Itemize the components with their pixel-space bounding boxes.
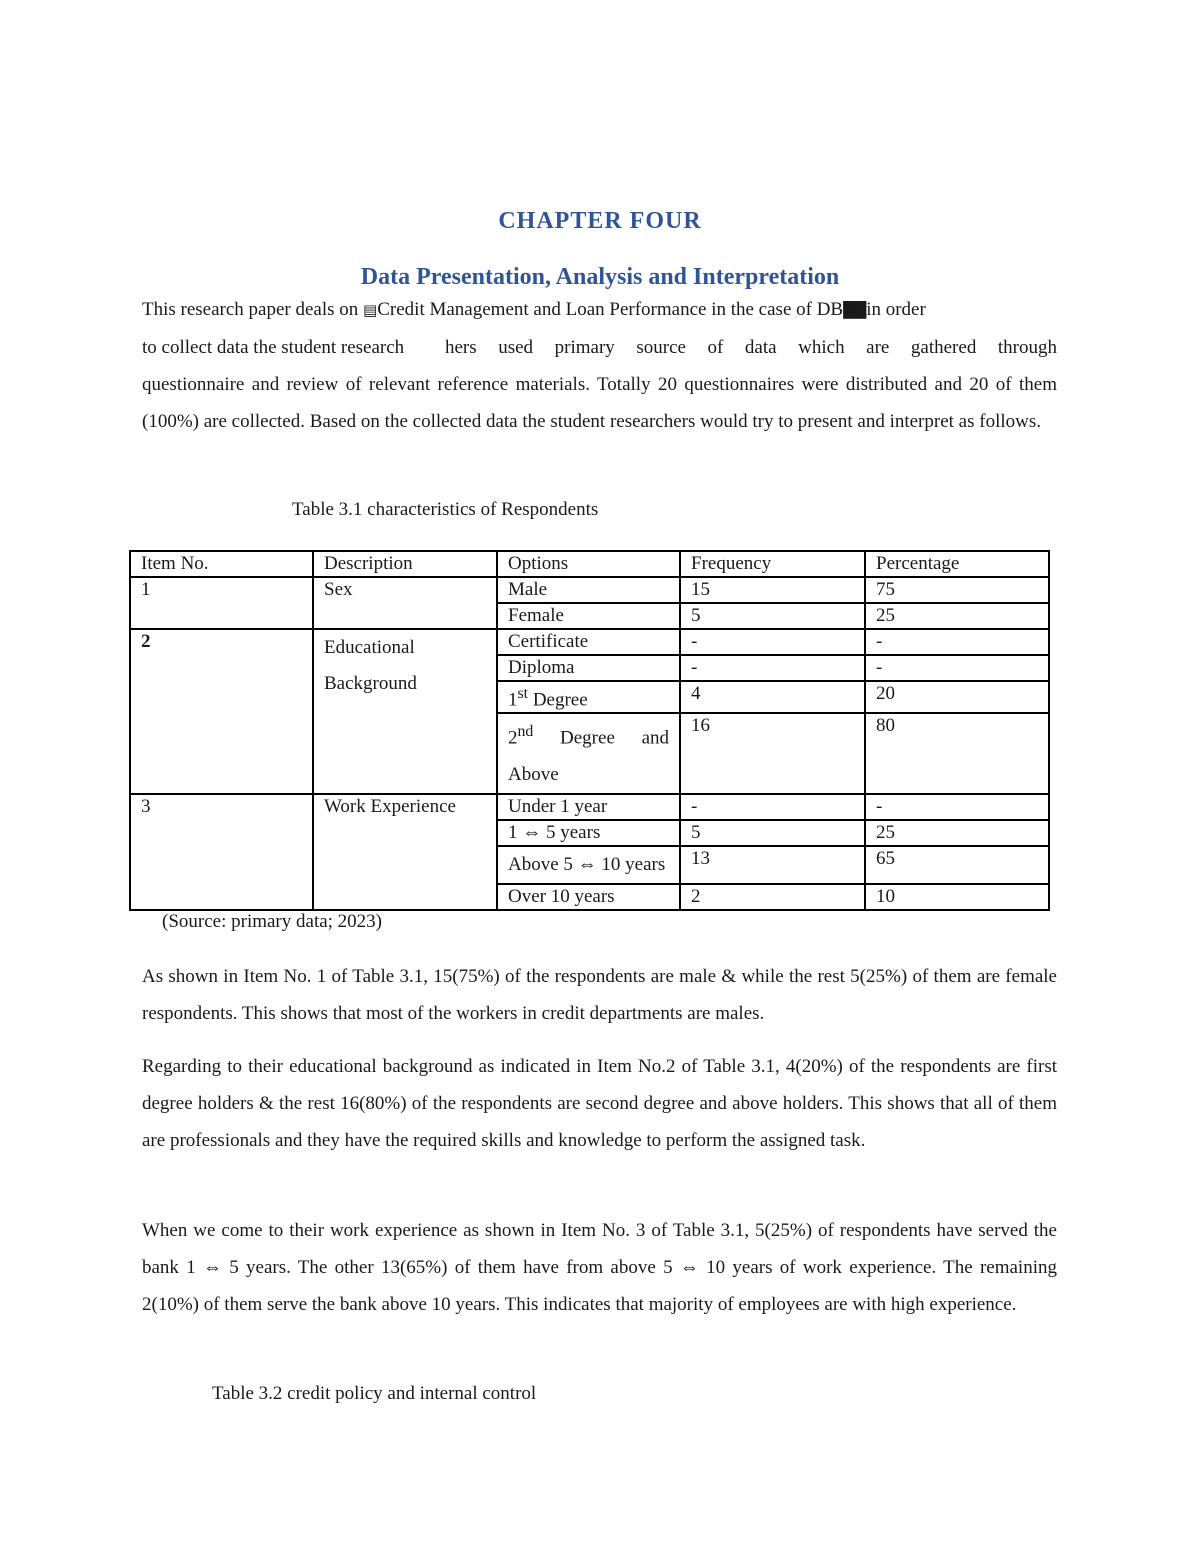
table-caption: Table 3.1 characteristics of Respondents [292,499,599,520]
frequency-cell: 15 [680,577,865,603]
table-caption-2: Table 3.2 credit policy and internal control [212,1383,537,1404]
option-cell [497,713,680,793]
option-cell: Above 5 ⇔ 10 years [497,846,680,884]
redacted-icon: ██ [843,301,867,319]
intro-line-2 [142,329,1057,366]
paragraph-education: Regarding to their educational background as indicated in Item No.2 of Table 3.1, 4(20%) of the respondents are first degree holders & the rest 16(80%) of the respondents are second degree and above holders. This shows that all of them are professionals and they have the required skills and knowledge to perform the assigned task. [142,1056,1057,1151]
table-row [130,577,1049,603]
option-cell: Certificate [497,629,680,655]
intro-text-2a: to collect data the student research [142,337,405,358]
percentage-cell: - [865,794,1049,820]
option-cell [497,681,680,713]
option-cell: Over 10 years [497,884,680,910]
item-cell: 2 [130,629,313,794]
frequency-cell: 5 [680,820,865,846]
intro-line-1 [142,291,1057,329]
percentage-cell: 10 [865,884,1049,910]
item-cell: 1 [130,577,313,629]
document-icon: ▤ [363,301,378,319]
paragraph-experience: When we come to their work experience as shown in Item No. 3 of Table 3.1, 5(25%) of respondents have served the bank 1 ⇔ 5 years. The other 13(65%) of them have from above 5 ⇔ 10 years of work experience. The remaining 2(10%) of them serve the bank above 10 years. This indicates that majority of employees are with high experience. [142,1220,1057,1315]
respondents-table [129,550,1050,911]
option-cell: Male [497,577,680,603]
percentage-cell: 20 [865,681,1049,713]
intro-text-1b: Credit Management and Loan Performance in the case of DB [377,299,844,320]
intro-text-2b: hers used primary source of data which are gathered through [445,337,1057,358]
header-cell: Options [497,551,680,577]
header-cell: Percentage [865,551,1049,577]
frequency-cell: 2 [680,884,865,910]
percentage-cell: - [865,655,1049,681]
option-cell: 1 ⇔ 5 years [497,820,680,846]
option-superscript: st [517,685,529,702]
frequency-cell: - [680,629,865,655]
option-superscript: nd [517,723,534,741]
frequency-cell: 5 [680,603,865,629]
frequency-cell: - [680,655,865,681]
intro-paragraph [142,291,1057,440]
paragraph-sex: As shown in Item No. 1 of Table 3.1, 15(75%) of the respondents are male & while the rest 5(25%) of them are female respondents. This shows that most of the workers in credit departments are males. [142,966,1057,1024]
option-cell: Female [497,603,680,629]
intro-text-1a: This research paper deals on [142,299,364,320]
description-cell: Sex [313,577,497,629]
option-number: 2 [508,727,518,749]
option-cell: Under 1 year [497,794,680,820]
percentage-cell: 75 [865,577,1049,603]
percentage-cell: - [865,629,1049,655]
table-header-row [130,551,1049,577]
chapter-title: CHAPTER FOUR [498,208,702,234]
frequency-cell: - [680,794,865,820]
header-cell: Frequency [680,551,865,577]
percentage-cell: 25 [865,820,1049,846]
item-cell: 3 [130,794,313,910]
option-text: Degree and Above [508,727,669,785]
description-cell: Work Experience [313,794,497,910]
intro-text-1c: in order [866,299,926,320]
option-text: Degree [528,689,588,711]
description-cell: Educational Background [313,629,497,794]
table-row [130,794,1049,820]
header-cell: Item No. [130,551,313,577]
intro-rest: questionnaire and review of relevant reference materials. Totally 20 questionnaires were distributed and 20 of them (100%) are collected. Based on the collected data the student researchers would try to present and interpret as follows. [142,374,1057,432]
section-title: Data Presentation, Analysis and Interpretation [360,264,840,290]
table-row [130,629,1049,655]
table-source: (Source: primary data; 2023) [162,911,383,932]
option-number: 1 [508,689,518,711]
frequency-cell: 13 [680,846,865,884]
percentage-cell: 80 [865,713,1049,793]
option-cell: Diploma [497,655,680,681]
header-cell: Description [313,551,497,577]
percentage-cell: 65 [865,846,1049,884]
frequency-cell: 16 [680,713,865,793]
percentage-cell: 25 [865,603,1049,629]
frequency-cell: 4 [680,681,865,713]
